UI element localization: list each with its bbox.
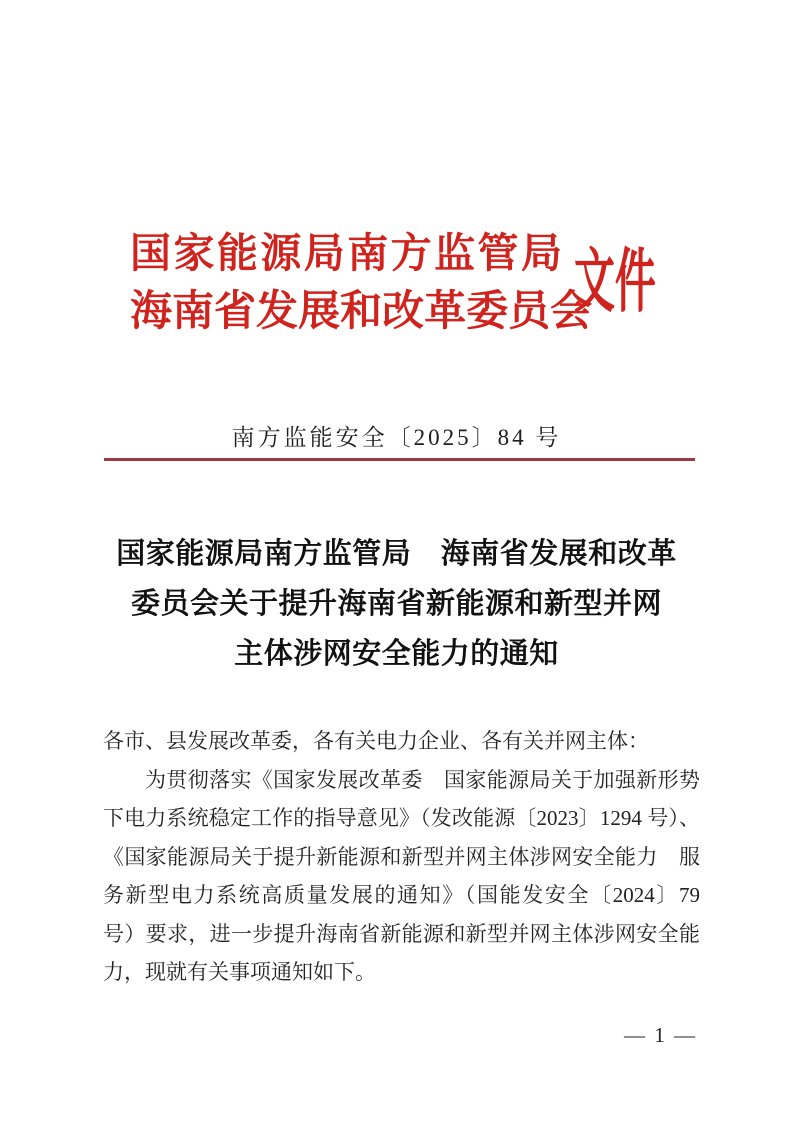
agency-name-line-2: 海 南 省 发 展 和 改 革 委 员 会	[130, 289, 593, 335]
body-text-line: 《国家能源局关于提升新能源和新型并网主体涉网安全能力 服	[103, 844, 700, 869]
letterhead-agency-names	[130, 230, 593, 335]
document-reference-number: 南方监能安全〔2025〕84 号	[231, 425, 562, 450]
document-title-line-2: 委员会关于提升海南省新能源和新型并网	[130, 588, 662, 620]
body-salutation-line: 各市、县发展改革委，各有关电力企业、各有关并网主体：	[103, 729, 649, 753]
page-number: — 1 —	[624, 1023, 697, 1047]
document-body	[103, 722, 700, 992]
document-type-label: 文件	[574, 244, 656, 321]
letterhead	[130, 230, 706, 335]
agency-name-line-1: 国 家 能 源 局 南 方 监 管 局	[130, 230, 562, 276]
document-title-line-1: 国家能源局南方监管局 海南省发展和改革	[116, 538, 677, 570]
body-text-line: 号）要求，进一步提升海南省新能源和新型并网主体涉网安全能	[103, 921, 700, 946]
body-text-line: 为贯彻落实《国家发展改革委 国家能源局关于加强新形势	[145, 767, 700, 792]
body-text-line: 力，现就有关事项通知如下。	[103, 960, 376, 984]
document-title-line-3: 主体涉网安全能力的通知	[234, 638, 559, 670]
document-title	[50, 529, 743, 679]
red-divider-line	[104, 458, 695, 461]
body-text-line: 务新型电力系统高质量发展的通知》（国能发安全〔2024〕79	[103, 883, 700, 907]
body-text-line: 下电力系统稳定工作的指导意见》（发改能源〔2023〕1294 号）、	[103, 806, 700, 830]
